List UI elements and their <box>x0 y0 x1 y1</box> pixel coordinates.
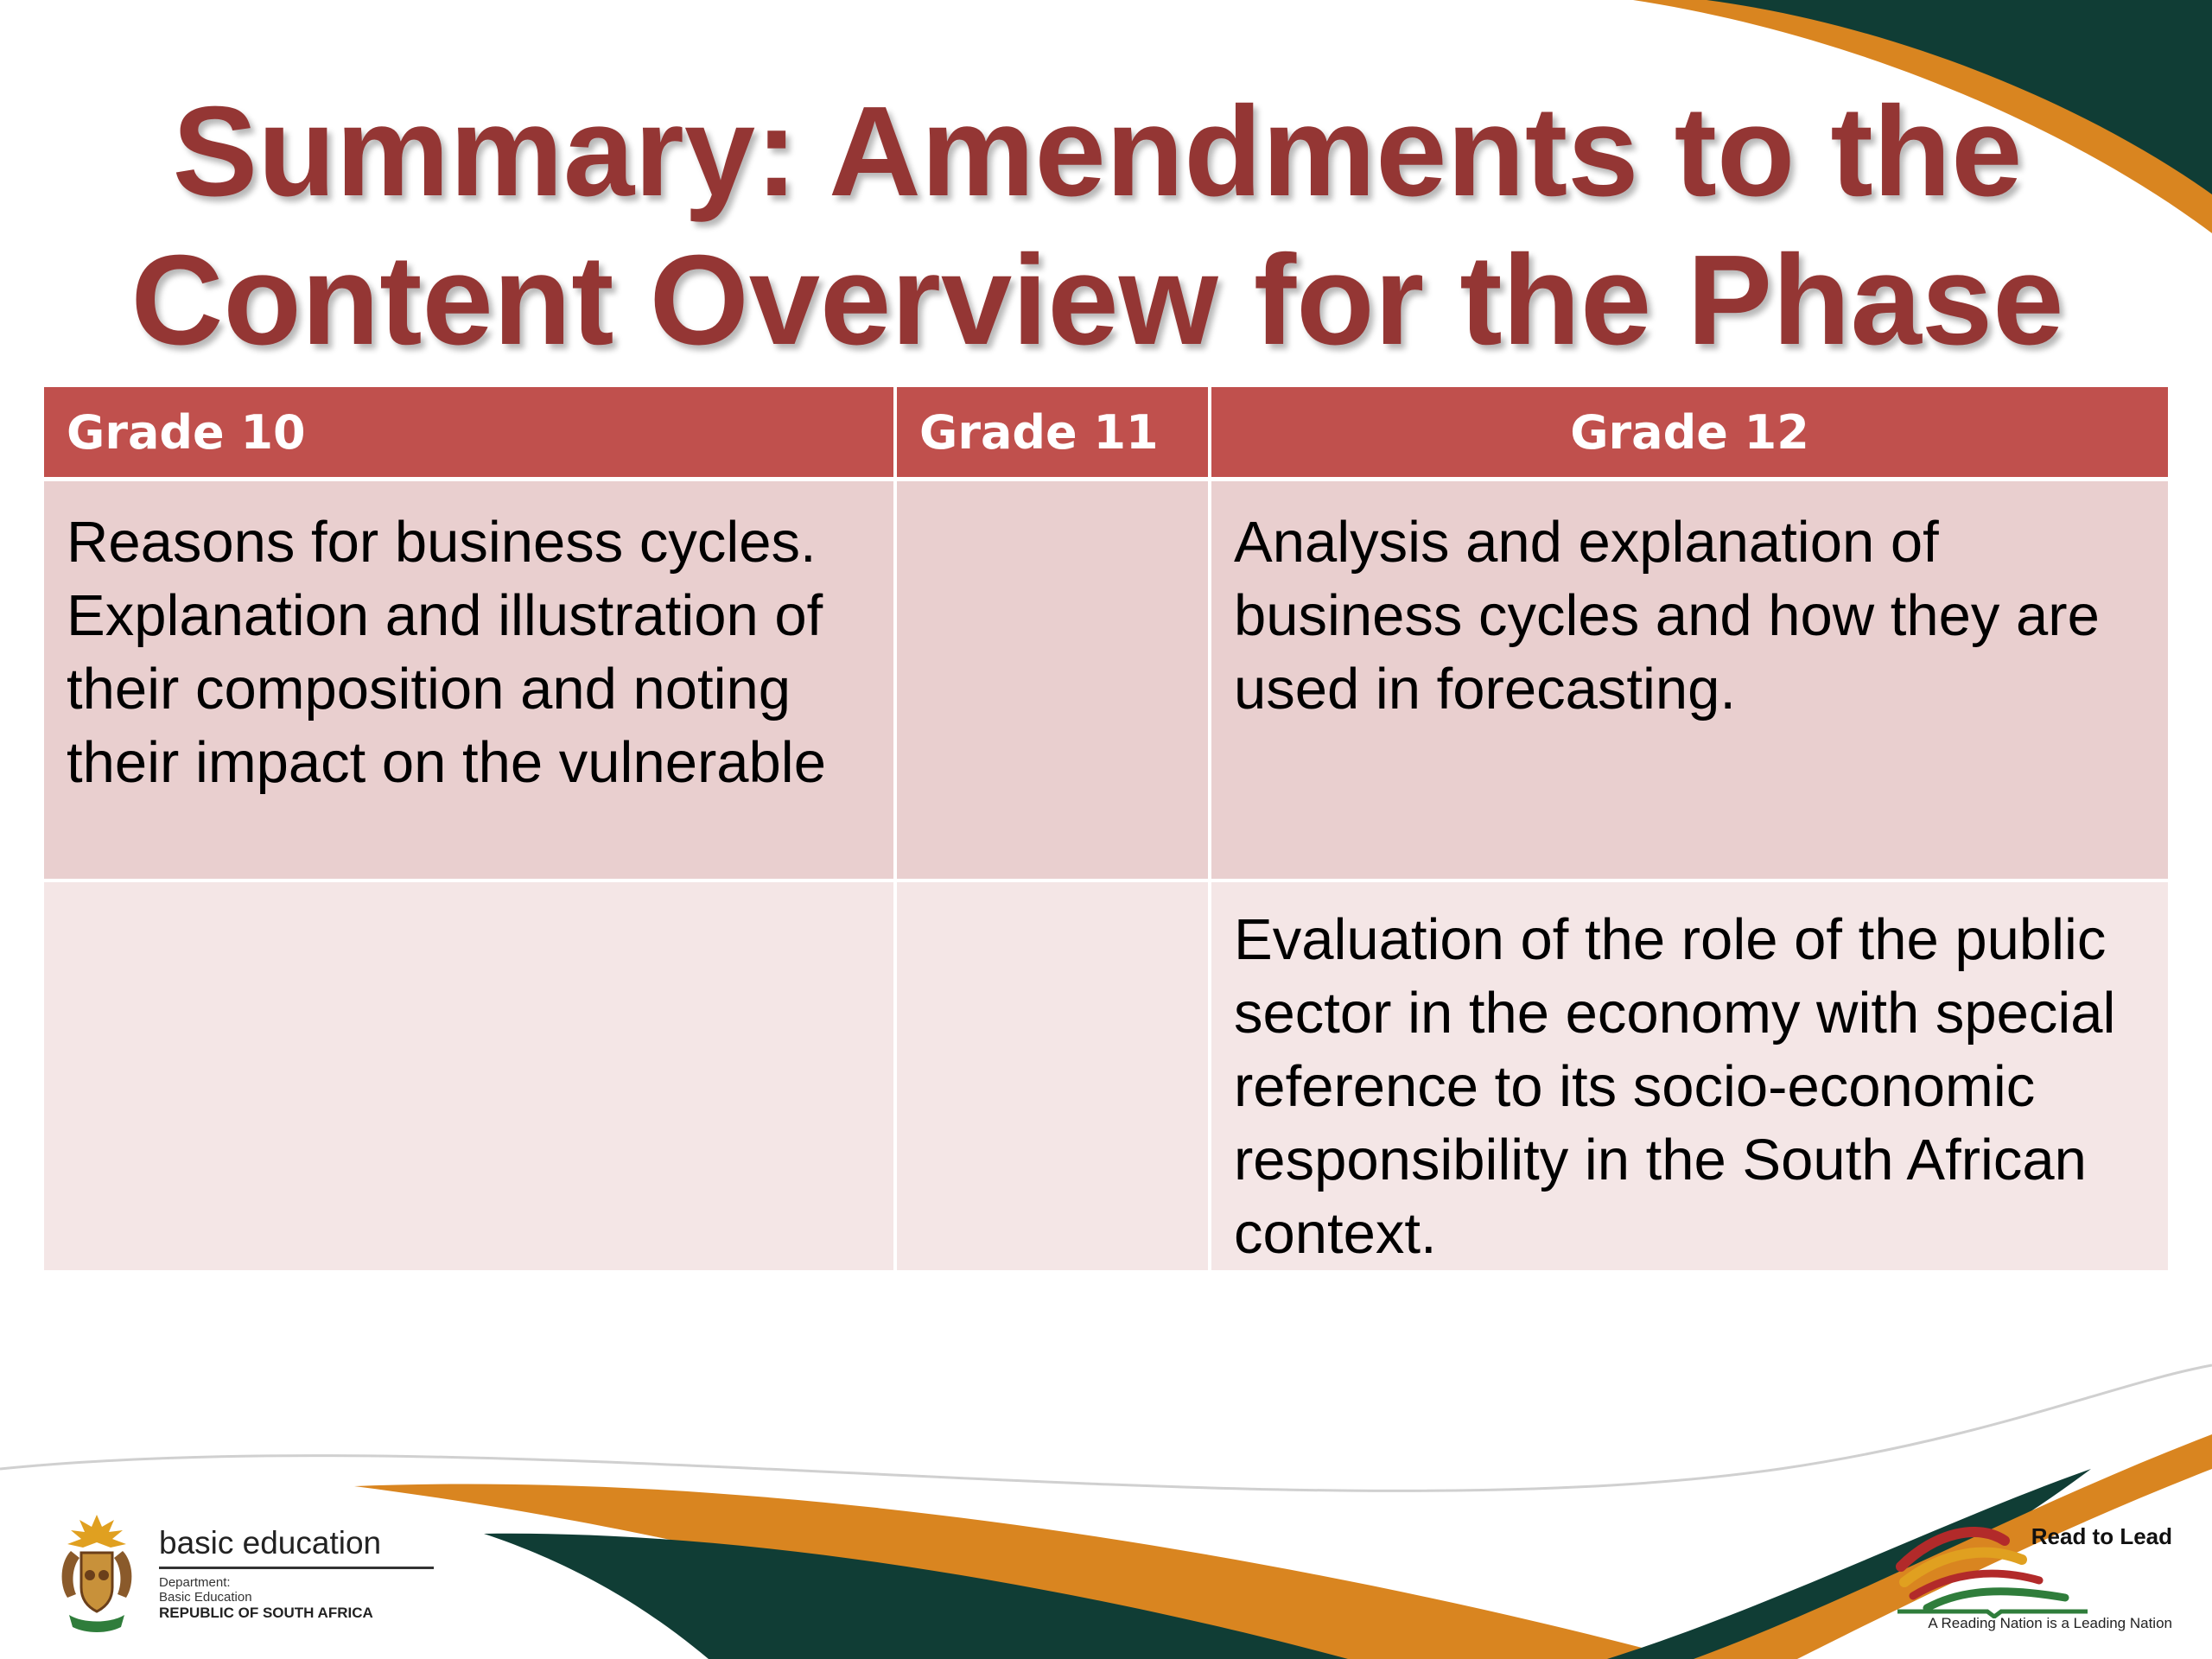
logo-name: basic education <box>159 1525 382 1560</box>
table-row <box>44 882 2168 1274</box>
read-to-lead-tagline: A Reading Nation is a Leading Nation <box>1928 1615 2172 1631</box>
read-to-lead-title: Read to Lead <box>2031 1523 2172 1549</box>
coat-of-arms-icon <box>45 1508 149 1637</box>
header-grade-12: Grade 12 <box>1211 387 2168 481</box>
slide-title-line-2: Content Overview for the Phase <box>130 229 2064 372</box>
table-cell <box>897 481 1211 882</box>
header-grade-11: Grade 11 <box>897 387 1211 481</box>
table-cell: Evaluation of the role of the public sector in the economy with special reference to its socio-economic responsibility in the South African context. <box>1211 882 2168 1274</box>
table-cell: Reasons for business cycles. Explanation and illustration of their composition and noting their impact on the vulnerable <box>44 481 897 882</box>
bottom-swoosh-grey-line <box>0 1365 2212 1491</box>
logo-country: REPUBLIC OF SOUTH AFRICA <box>159 1605 373 1621</box>
slide-title <box>104 78 2091 375</box>
table-header-row <box>44 387 2168 481</box>
table-cell <box>44 882 897 1274</box>
header-grade-10: Grade 10 <box>44 387 897 481</box>
table-cell: Analysis and explanation of business cycles and how they are used in forecasting. <box>1211 481 2168 882</box>
logo-divider <box>159 1567 434 1569</box>
slide-title-line-1: Summary: Amendments to the <box>172 80 2023 223</box>
read-to-lead-logo <box>1892 1508 2186 1637</box>
logo-department: Department: <box>159 1575 231 1590</box>
table-cell <box>897 882 1211 1274</box>
basic-education-logo <box>45 1508 408 1637</box>
content-overview-table <box>44 387 2168 1274</box>
logo-department-name: Basic Education <box>159 1590 252 1605</box>
table-row <box>44 481 2168 882</box>
